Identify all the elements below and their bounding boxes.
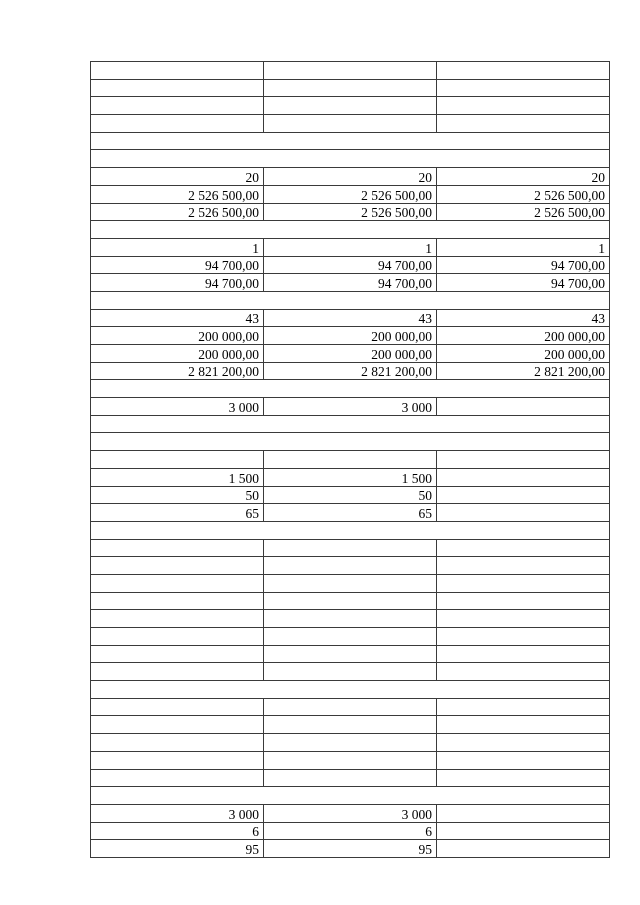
separator-cell [91, 221, 610, 239]
table-cell-col3 [437, 468, 610, 486]
table-cell-col2 [264, 751, 437, 769]
table-row [91, 804, 610, 822]
table-row [91, 256, 610, 274]
table-cell-col1 [91, 769, 264, 787]
table-cell-col1: 50 [91, 486, 264, 504]
table-cell-col1 [91, 698, 264, 716]
table-cell-col1 [91, 751, 264, 769]
table-cell-col1 [91, 716, 264, 734]
table-cell-col3 [437, 557, 610, 575]
section-separator-row [91, 150, 610, 168]
table-row [91, 628, 610, 646]
table-cell-col2 [264, 115, 437, 133]
table-cell-col3 [437, 592, 610, 610]
table-row [91, 345, 610, 363]
table-cell-col3: 2 526 500,00 [437, 185, 610, 203]
table-cell-col2 [264, 716, 437, 734]
separator-cell [91, 132, 610, 150]
table-cell-col3 [437, 645, 610, 663]
table-cell-col3: 200 000,00 [437, 345, 610, 363]
separator-cell [91, 150, 610, 168]
table-cell-col1: 200 000,00 [91, 345, 264, 363]
table-cell-col1: 94 700,00 [91, 256, 264, 274]
table-row [91, 115, 610, 133]
table-row [91, 451, 610, 469]
table-row [91, 645, 610, 663]
table-cell-col1: 200 000,00 [91, 327, 264, 345]
table-cell-col1 [91, 539, 264, 557]
table-cell-col3 [437, 663, 610, 681]
table-cell-col3: 43 [437, 309, 610, 327]
table-cell-col2 [264, 698, 437, 716]
table-cell-col1 [91, 79, 264, 97]
separator-cell [91, 521, 610, 539]
table-cell-col1: 3 000 [91, 398, 264, 416]
table-row [91, 539, 610, 557]
table-row [91, 751, 610, 769]
table-cell-col1 [91, 574, 264, 592]
table-cell-col3 [437, 115, 610, 133]
table-cell-col3 [437, 698, 610, 716]
table-cell-col3 [437, 79, 610, 97]
table-cell-col1 [91, 628, 264, 646]
data-table [90, 61, 610, 858]
table-row [91, 238, 610, 256]
table-row [91, 327, 610, 345]
table-cell-col3 [437, 398, 610, 416]
separator-cell [91, 681, 610, 699]
table-row [91, 504, 610, 522]
table-cell-col2: 200 000,00 [264, 345, 437, 363]
table-row [91, 592, 610, 610]
table-cell-col3 [437, 769, 610, 787]
table-row [91, 486, 610, 504]
table-cell-col3 [437, 504, 610, 522]
table-cell-col3 [437, 97, 610, 115]
table-cell-col2: 43 [264, 309, 437, 327]
table-row [91, 769, 610, 787]
table-cell-col3 [437, 840, 610, 858]
separator-cell [91, 291, 610, 309]
table-cell-col2 [264, 451, 437, 469]
table-cell-col3 [437, 451, 610, 469]
table-row [91, 185, 610, 203]
table-cell-col2: 20 [264, 168, 437, 186]
table-cell-col2 [264, 645, 437, 663]
table-cell-col3 [437, 716, 610, 734]
section-separator-row [91, 291, 610, 309]
table-cell-col3: 2 821 200,00 [437, 362, 610, 380]
table-cell-col1 [91, 451, 264, 469]
table-cell-col2 [264, 592, 437, 610]
table-cell-col3 [437, 539, 610, 557]
section-separator-row [91, 415, 610, 433]
table-cell-col3 [437, 610, 610, 628]
table-row [91, 62, 610, 80]
table-cell-col2 [264, 62, 437, 80]
table-cell-col2: 65 [264, 504, 437, 522]
separator-cell [91, 433, 610, 451]
table-cell-col1 [91, 663, 264, 681]
table-row [91, 97, 610, 115]
table-cell-col2: 2 821 200,00 [264, 362, 437, 380]
table-row [91, 362, 610, 380]
table-cell-col3 [437, 822, 610, 840]
table-cell-col1: 3 000 [91, 804, 264, 822]
table-cell-col2: 1 [264, 238, 437, 256]
table-cell-col2 [264, 557, 437, 575]
table-cell-col1: 65 [91, 504, 264, 522]
table-cell-col3: 94 700,00 [437, 274, 610, 292]
table-cell-col3 [437, 804, 610, 822]
table-cell-col2 [264, 628, 437, 646]
table-row [91, 734, 610, 752]
table-row [91, 840, 610, 858]
table-row [91, 309, 610, 327]
table-cell-col3 [437, 628, 610, 646]
table-row [91, 557, 610, 575]
table-cell-col1: 1 500 [91, 468, 264, 486]
table-cell-col2 [264, 79, 437, 97]
table-cell-col1: 2 821 200,00 [91, 362, 264, 380]
table-cell-col3: 2 526 500,00 [437, 203, 610, 221]
table-cell-col2: 3 000 [264, 804, 437, 822]
table-cell-col2 [264, 97, 437, 115]
section-separator-row [91, 132, 610, 150]
table-cell-col2 [264, 663, 437, 681]
table-cell-col3 [437, 486, 610, 504]
table-cell-col1: 2 526 500,00 [91, 203, 264, 221]
table-cell-col1 [91, 62, 264, 80]
table-row [91, 398, 610, 416]
table-cell-col2 [264, 610, 437, 628]
table-cell-col2 [264, 734, 437, 752]
table-cell-col3: 20 [437, 168, 610, 186]
table-cell-col2: 50 [264, 486, 437, 504]
table-cell-col2: 6 [264, 822, 437, 840]
separator-cell [91, 787, 610, 805]
section-separator-row [91, 787, 610, 805]
table-cell-col2 [264, 574, 437, 592]
table-cell-col1 [91, 610, 264, 628]
table-cell-col1: 2 526 500,00 [91, 185, 264, 203]
table-cell-col1 [91, 592, 264, 610]
table-cell-col1: 43 [91, 309, 264, 327]
table-cell-col1 [91, 557, 264, 575]
table-row [91, 468, 610, 486]
table-cell-col3 [437, 574, 610, 592]
table-cell-col2: 94 700,00 [264, 274, 437, 292]
table-cell-col1 [91, 645, 264, 663]
table-row [91, 663, 610, 681]
table-cell-col1 [91, 115, 264, 133]
table-cell-col2: 200 000,00 [264, 327, 437, 345]
table-cell-col3: 94 700,00 [437, 256, 610, 274]
table-cell-col1 [91, 734, 264, 752]
table-cell-col2: 2 526 500,00 [264, 203, 437, 221]
table-cell-col2: 3 000 [264, 398, 437, 416]
section-separator-row [91, 433, 610, 451]
section-separator-row [91, 681, 610, 699]
data-table-body [91, 62, 610, 858]
table-row [91, 822, 610, 840]
table-cell-col1: 20 [91, 168, 264, 186]
table-row [91, 79, 610, 97]
table-cell-col1: 95 [91, 840, 264, 858]
table-cell-col2: 1 500 [264, 468, 437, 486]
table-cell-col3: 200 000,00 [437, 327, 610, 345]
table-cell-col2: 2 526 500,00 [264, 185, 437, 203]
table-row [91, 203, 610, 221]
section-separator-row [91, 521, 610, 539]
table-cell-col3 [437, 751, 610, 769]
separator-cell [91, 415, 610, 433]
table-row [91, 716, 610, 734]
section-separator-row [91, 380, 610, 398]
separator-cell [91, 380, 610, 398]
table-row [91, 610, 610, 628]
table-cell-col1: 6 [91, 822, 264, 840]
table-row [91, 698, 610, 716]
table-row [91, 274, 610, 292]
table-cell-col3 [437, 62, 610, 80]
table-row [91, 168, 610, 186]
table-cell-col3: 1 [437, 238, 610, 256]
table-cell-col2: 94 700,00 [264, 256, 437, 274]
table-cell-col2 [264, 539, 437, 557]
table-cell-col1 [91, 97, 264, 115]
table-cell-col2: 95 [264, 840, 437, 858]
section-separator-row [91, 221, 610, 239]
table-cell-col2 [264, 769, 437, 787]
table-cell-col1: 94 700,00 [91, 274, 264, 292]
table-row [91, 574, 610, 592]
table-cell-col1: 1 [91, 238, 264, 256]
table-cell-col3 [437, 734, 610, 752]
